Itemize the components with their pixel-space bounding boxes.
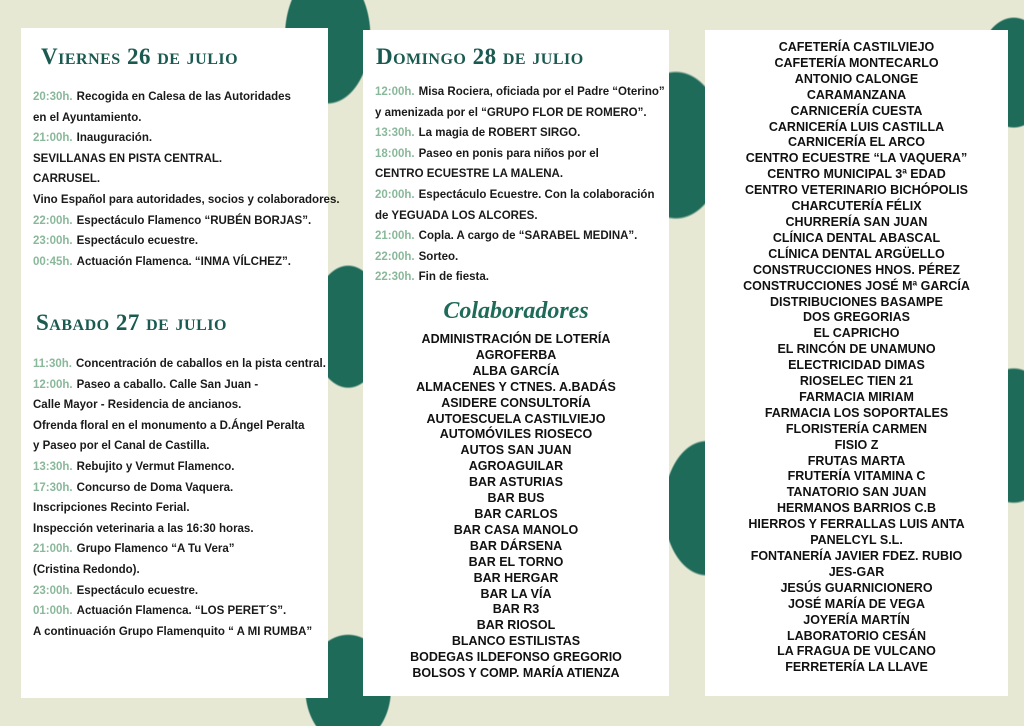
collaborator-item: FARMACIA LOS SOPORTALES xyxy=(764,405,949,420)
event-time: 21:00h. xyxy=(33,132,73,145)
collaborator-item: CENTRO ECUESTRE “LA VAQUERA” xyxy=(745,151,968,166)
collaborator-item: CARNICERÍA LUIS CASTILLA xyxy=(768,119,945,134)
collaborators-title: Colaboradores xyxy=(443,298,589,324)
collaborator-item: AGROAGUILAR xyxy=(468,459,564,474)
collaborator-item: CENTRO MUNICIPAL 3ª EDAD xyxy=(767,167,946,182)
collaborator-item: ADMINISTRACIÓN DE LOTERÍA xyxy=(421,332,611,346)
collaborator-item: TANATORIO SAN JUAN xyxy=(786,485,927,500)
event-line xyxy=(33,128,340,149)
event-time: 18:00h. xyxy=(375,147,415,160)
collaborator-item: CLÍNICA DENTAL ABASCAL xyxy=(772,230,941,245)
collaborator-item: EL RINCÓN DE UNAMUNO xyxy=(777,342,936,357)
event-time: 00:45h. xyxy=(33,255,73,268)
panel-friday-saturday xyxy=(21,28,340,698)
collaborator-item: BAR RIOSOL xyxy=(476,618,556,633)
collaborator-item: LA FRAGUA DE VULCANO xyxy=(777,644,936,659)
event-line xyxy=(33,498,326,519)
collaborator-item: DISTRIBUCIONES BASAMPE xyxy=(770,294,943,309)
event-time: 21:00h. xyxy=(33,543,73,556)
event-text: A continuación Grupo Flamenquito “ A MI RUMBA” xyxy=(33,625,313,638)
event-text: Actuación Flamenca. “INMA VÍLCHEZ”. xyxy=(76,255,291,268)
event-text: CARRUSEL. xyxy=(33,173,101,186)
collaborator-item: LABORATORIO CESÁN xyxy=(786,628,927,643)
collaborator-item: CHARCUTERÍA FÉLIX xyxy=(791,199,922,214)
collaborator-item: FLORISTERÍA CARMEN xyxy=(785,421,928,436)
event-time: 17:30h. xyxy=(33,481,73,494)
collaborator-item: BAR CARLOS xyxy=(474,506,558,521)
collaborator-item: AUTOMÓVILES RIOSECO xyxy=(439,427,593,442)
collaborator-item: ASIDERE CONSULTORÍA xyxy=(441,395,591,410)
event-text: Espectáculo Ecuestre. Con la colaboración xyxy=(418,188,655,201)
event-text: Vino Español para autoridades, socios y colaboradores. xyxy=(33,193,340,206)
event-line xyxy=(33,395,326,416)
collaborator-item: RIOSELEC TIEN 21 xyxy=(799,374,914,389)
collaborator-item: FRUTAS MARTA xyxy=(807,453,906,468)
event-line xyxy=(33,252,340,273)
event-text: La magia de ROBERT SIRGO. xyxy=(418,127,581,140)
event-line xyxy=(375,226,665,247)
collaborator-item: BLANCO ESTILISTAS xyxy=(451,634,581,649)
collaborator-item: FERRETERÍA LA LLAVE xyxy=(785,660,928,675)
event-line xyxy=(33,519,326,540)
event-text: Actuación Flamenca. “LOS PERET´S”. xyxy=(76,605,287,618)
event-text: Copla. A cargo de “SARABEL MEDINA”. xyxy=(418,230,638,243)
collaborator-item: HERMANOS BARRIOS C.B xyxy=(776,501,937,516)
collaborator-item: BAR ASTURIAS xyxy=(469,475,563,490)
collaborator-item: BAR EL TORNO xyxy=(468,554,564,569)
event-text: Ofrenda floral en el monumento a D.Ángel Peralta xyxy=(33,419,305,432)
collaborator-item: JES-GAR xyxy=(828,564,885,579)
panel-sunday-collaborators xyxy=(363,30,669,696)
event-time: 22:00h. xyxy=(375,250,415,263)
event-text: Calle Mayor - Residencia de ancianos. xyxy=(33,399,242,412)
collaborator-item: EL CAPRICHO xyxy=(813,326,900,341)
event-text: de YEGUADA LOS ALCORES. xyxy=(375,209,538,222)
event-line xyxy=(33,108,340,129)
event-line xyxy=(375,206,665,227)
event-line xyxy=(33,354,326,375)
event-line xyxy=(375,103,665,124)
event-time: 22:30h. xyxy=(375,271,415,284)
collaborator-item: CONSTRUCCIONES JOSÉ Mª GARCÍA xyxy=(743,278,970,293)
event-line xyxy=(375,267,665,288)
event-text: en el Ayuntamiento. xyxy=(33,111,142,124)
event-line xyxy=(33,601,326,622)
event-text: Paseo a caballo. Calle San Juan - xyxy=(76,378,259,391)
event-line xyxy=(33,169,340,190)
collaborator-item: FRUTERÍA VITAMINA C xyxy=(787,469,926,484)
collaborator-item: ALMACENES Y CTNES. A.BADÁS xyxy=(416,379,616,394)
event-time: 20:00h. xyxy=(375,188,415,201)
collaborators-list-1 xyxy=(363,332,669,682)
saturday-events xyxy=(33,354,326,642)
event-line xyxy=(33,416,326,437)
event-line xyxy=(375,247,665,268)
collaborator-item: FONTANERÍA JAVIER FDEZ. RUBIO xyxy=(750,549,963,563)
collaborator-item: ELECTRICIDAD DIMAS xyxy=(788,358,925,373)
collaborator-item: BAR CASA MANOLO xyxy=(453,522,579,537)
event-time: 13:30h. xyxy=(375,127,415,140)
event-text: Inspección veterinaria a las 16:30 horas. xyxy=(33,522,254,535)
event-time: 11:30h. xyxy=(33,358,72,370)
event-line xyxy=(33,560,326,581)
event-time: 13:30h. xyxy=(33,460,73,473)
collaborator-item: BAR BUS xyxy=(487,491,545,506)
collaborator-item: BOLSOS Y COMP. MARÍA ATIENZA xyxy=(412,666,620,681)
sunday-title: Domingo 28 de julio xyxy=(376,44,584,69)
event-time: 23:00h. xyxy=(33,235,73,248)
collaborator-item: CAFETERÍA CASTILVIEJO xyxy=(778,40,935,54)
event-line xyxy=(33,149,340,170)
event-text: SEVILLANAS EN PISTA CENTRAL. xyxy=(33,152,223,165)
collaborator-item: CARNICERÍA EL ARCO xyxy=(787,135,926,150)
event-text: Espectáculo ecuestre. xyxy=(76,235,199,248)
event-time: 12:00h. xyxy=(33,378,73,391)
event-line xyxy=(375,123,665,144)
event-text: Concurso de Doma Vaquera. xyxy=(76,481,234,494)
event-line xyxy=(375,144,665,165)
event-time: 22:00h. xyxy=(33,214,73,227)
event-text: Concentración de caballos en la pista central. xyxy=(76,358,326,370)
panel-collaborators-2 xyxy=(705,30,1008,696)
event-text: Misa Rociera, oficiada por el Padre “Oterino” xyxy=(418,86,665,98)
collaborator-item: ANTONIO CALONGE xyxy=(794,71,919,86)
sunday-events xyxy=(375,82,665,288)
event-line xyxy=(375,164,665,185)
collaborator-item: DOS GREGORIAS xyxy=(803,310,910,325)
event-line xyxy=(33,190,340,211)
collaborator-item: CARNICERÍA CUESTA xyxy=(790,103,923,118)
event-time: 20:30h. xyxy=(33,91,73,103)
event-text: Recogida en Calesa de las Autoridades xyxy=(76,91,291,103)
collaborator-item: JOYERÍA MARTÍN xyxy=(803,612,910,627)
collaborator-item: CAFETERÍA MONTECARLO xyxy=(774,55,939,70)
saturday-title: Sabado 27 de julio xyxy=(36,310,227,335)
event-text: y Paseo por el Canal de Castilla. xyxy=(33,440,210,453)
event-text: Sorteo. xyxy=(418,250,459,263)
event-text: Inauguración. xyxy=(76,132,153,145)
event-line xyxy=(375,82,665,103)
event-line xyxy=(375,185,665,206)
event-line xyxy=(33,478,326,499)
collaborator-item: BAR R3 xyxy=(492,602,540,617)
collaborator-item: FISIO Z xyxy=(834,437,879,452)
event-time: 23:00h. xyxy=(33,584,73,597)
collaborator-item: HIERROS Y FERRALLAS LUIS ANTA xyxy=(748,517,965,532)
event-time: 21:00h. xyxy=(375,230,415,243)
event-line xyxy=(33,211,340,232)
collaborator-item: ALBA GARCÍA xyxy=(472,363,560,378)
collaborator-item: PANELCYL S.L. xyxy=(810,533,903,548)
event-time: 01:00h. xyxy=(33,605,73,618)
event-text: CENTRO ECUESTRE LA MALENA. xyxy=(375,168,564,181)
event-line xyxy=(33,539,326,560)
event-text: Espectáculo ecuestre. xyxy=(76,584,199,597)
event-line xyxy=(33,375,326,396)
collaborator-item: JOSÉ MARÍA DE VEGA xyxy=(787,596,926,611)
collaborator-item: BODEGAS ILDEFONSO GREGORIO xyxy=(410,650,622,665)
collaborator-item: CLÍNICA DENTAL ARGÜELLO xyxy=(768,246,945,261)
event-line xyxy=(33,436,326,457)
collaborator-item: CHURRERÍA SAN JUAN xyxy=(785,214,928,229)
event-line xyxy=(33,87,340,108)
event-text: Paseo en ponis para niños por el xyxy=(418,147,599,160)
collaborator-item: JESÚS GUARNICIONERO xyxy=(780,580,933,595)
collaborator-item: FARMACIA MIRIAM xyxy=(799,389,914,404)
event-text: y amenizada por el “GRUPO FLOR DE ROMERO”. xyxy=(375,106,647,119)
event-text: Rebujito y Vermut Flamenco. xyxy=(76,460,235,473)
event-text: Fin de fiesta. xyxy=(418,271,489,284)
event-text: Espectáculo Flamenco “RUBÉN BORJAS”. xyxy=(76,214,312,227)
event-line xyxy=(33,231,340,252)
event-text: Grupo Flamenco “A Tu Vera” xyxy=(76,543,235,556)
event-time: 12:00h. xyxy=(375,86,415,98)
event-line xyxy=(33,457,326,478)
collaborators-list-2 xyxy=(705,40,1008,676)
collaborator-item: CARAMANZANA xyxy=(806,87,907,102)
event-text: (Cristina Redondo). xyxy=(33,563,140,576)
collaborator-item: BAR DÁRSENA xyxy=(469,538,563,553)
collaborator-item: AGROFERBA xyxy=(475,347,557,362)
event-line xyxy=(33,581,326,602)
collaborator-item: AUTOS SAN JUAN xyxy=(460,443,572,458)
event-text: Inscripciones Recinto Ferial. xyxy=(33,502,190,515)
collaborator-item: AUTOESCUELA CASTILVIEJO xyxy=(426,411,606,426)
collaborator-item: BAR LA VÍA xyxy=(480,586,552,601)
event-line xyxy=(33,622,326,643)
collaborator-item: CONSTRUCCIONES HNOS. PÉREZ xyxy=(753,262,960,277)
friday-title: Viernes 26 de julio xyxy=(41,44,239,69)
friday-events xyxy=(33,87,340,272)
collaborator-item: CENTRO VETERINARIO BICHÓPOLIS xyxy=(745,183,968,198)
collaborator-item: BAR HERGAR xyxy=(473,570,559,585)
